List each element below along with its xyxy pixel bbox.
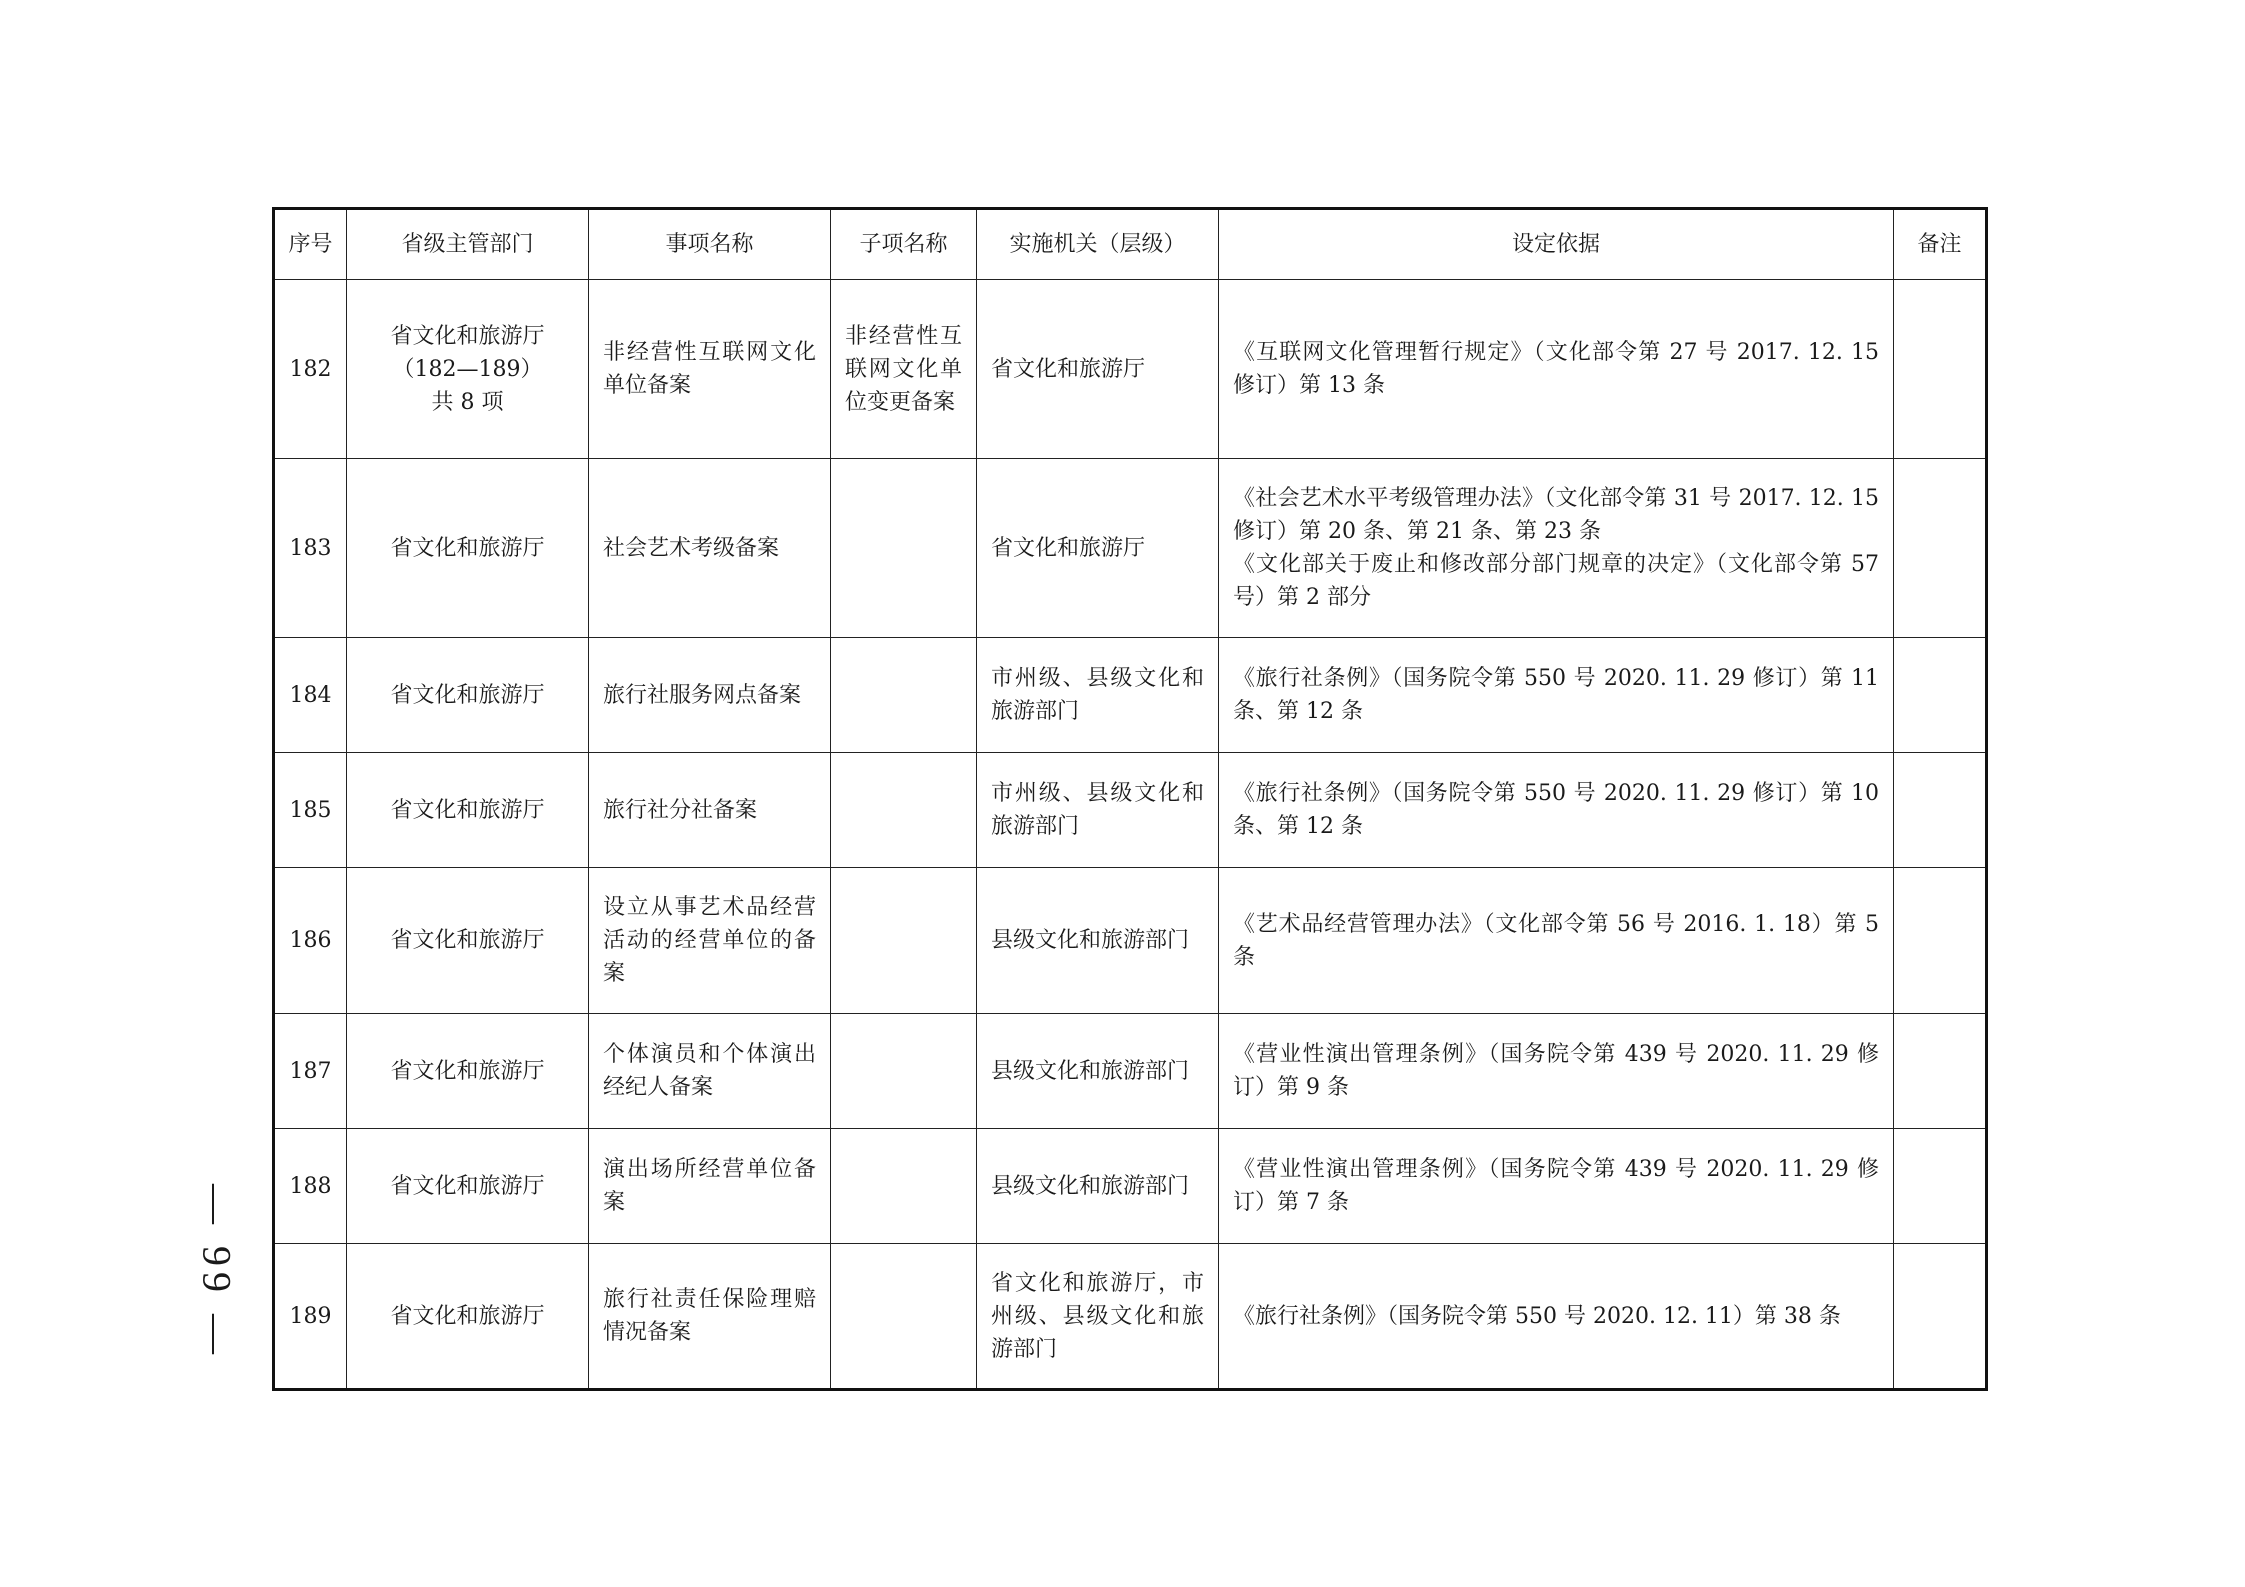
item-name: 个体演员和个体演出经纪人备案 [589, 1014, 831, 1129]
items-table [272, 207, 1988, 1391]
basis-line: 《旅行社条例》（国务院令第 550 号 2020. 11. 29 修订）第 11 条、第 12 条 [1233, 666, 1879, 724]
item-name: 旅行社分社备案 [589, 753, 831, 868]
header-cell: 实施机关（层级） [977, 209, 1219, 280]
agency-cell: 省文化和旅游厅，市州级、县级文化和旅游部门 [977, 1244, 1219, 1390]
dept-name: 省文化和旅游厅 [390, 1058, 545, 1084]
remark-cell [1894, 459, 1987, 638]
table-row [274, 280, 1987, 459]
dept-cell [347, 1014, 589, 1129]
row-number: 189 [274, 1244, 347, 1390]
dept-cell [347, 1244, 589, 1390]
basis-cell [1219, 280, 1894, 459]
dept-cell [347, 868, 589, 1014]
basis-line: 《营业性演出管理条例》（国务院令第 439 号 2020. 11. 29 修订）第 7 条 [1233, 1157, 1879, 1215]
dept-name: 省文化和旅游厅 [390, 928, 545, 953]
dept-cell [347, 638, 589, 753]
remark-cell [1894, 638, 1987, 753]
subitem-name [831, 459, 977, 638]
dept-name: 省文化和旅游厅 [390, 323, 545, 349]
table-row [274, 1244, 1987, 1390]
dept-name: 省文化和旅游厅 [390, 797, 545, 823]
row-number: 182 [274, 280, 347, 459]
row-number: 188 [274, 1129, 347, 1244]
dept-cell [347, 753, 589, 868]
table-header-row [274, 209, 1987, 280]
dept-name: 省文化和旅游厅 [390, 1303, 545, 1329]
basis-line: 《旅行社条例》（国务院令第 550 号 2020. 12. 11）第 38 条 [1233, 1303, 1841, 1329]
basis-cell [1219, 1129, 1894, 1244]
agency-cell: 市州级、县级文化和旅游部门 [977, 638, 1219, 753]
remark-cell [1894, 1129, 1987, 1244]
agency-cell: 市州级、县级文化和旅游部门 [977, 753, 1219, 868]
row-number: 183 [274, 459, 347, 638]
page-number: — 99 — [194, 1184, 240, 1360]
basis-cell [1219, 1014, 1894, 1129]
remark-cell [1894, 1244, 1987, 1390]
item-name: 社会艺术考级备案 [589, 459, 831, 638]
row-number: 185 [274, 753, 347, 868]
header-cell: 设定依据 [1219, 209, 1894, 280]
header-cell: 事项名称 [589, 209, 831, 280]
item-name: 非经营性互联网文化单位备案 [589, 280, 831, 459]
subitem-name [831, 638, 977, 753]
basis-cell [1219, 1244, 1894, 1390]
table-row [274, 753, 1987, 868]
table-row [274, 1129, 1987, 1244]
item-name: 设立从事艺术品经营活动的经营单位的备案 [589, 868, 831, 1014]
dept-range: （182—189） [392, 356, 543, 382]
basis-cell [1219, 638, 1894, 753]
subitem-name [831, 1014, 977, 1129]
agency-cell: 县级文化和旅游部门 [977, 1014, 1219, 1129]
header-cell: 省级主管部门 [347, 209, 589, 280]
row-number: 187 [274, 1014, 347, 1129]
row-number: 184 [274, 638, 347, 753]
basis-line: 《营业性演出管理条例》（国务院令第 439 号 2020. 11. 29 修订）第 9 条 [1233, 1042, 1879, 1100]
dept-name: 省文化和旅游厅 [390, 682, 545, 708]
basis-line: 《艺术品经营管理办法》（文化部令第 56 号 2016. 1. 18）第 5 条 [1233, 911, 1879, 970]
dept-cell [347, 1129, 589, 1244]
basis-line: 《互联网文化管理暂行规定》（文化部令第 27 号 2017. 12. 15 修订）第 13 条 [1233, 340, 1879, 398]
agency-cell: 县级文化和旅游部门 [977, 868, 1219, 1014]
remark-cell [1894, 280, 1987, 459]
subitem-name [831, 753, 977, 868]
subitem-name [831, 1129, 977, 1244]
basis-line: 《旅行社条例》（国务院令第 550 号 2020. 11. 29 修订）第 10 条、第 12 条 [1233, 781, 1879, 839]
header-cell: 备注 [1894, 209, 1987, 280]
dept-cell [347, 280, 589, 459]
item-name: 演出场所经营单位备案 [589, 1129, 831, 1244]
subitem-name [831, 1244, 977, 1390]
subitem-name [831, 868, 977, 1014]
remark-cell [1894, 868, 1987, 1014]
table-row [274, 1014, 1987, 1129]
item-name: 旅行社责任保险理赔情况备案 [589, 1244, 831, 1390]
dept-cell [347, 459, 589, 638]
basis-cell [1219, 753, 1894, 868]
table-row [274, 459, 1987, 638]
row-number: 186 [274, 868, 347, 1014]
basis-cell [1219, 868, 1894, 1014]
item-name: 旅行社服务网点备案 [589, 638, 831, 753]
header-cell: 序号 [274, 209, 347, 280]
dept-count: 共 8 项 [431, 389, 504, 415]
remark-cell [1894, 1014, 1987, 1129]
basis-line: 《文化部关于废止和修改部分部门规章的决定》（文化部令第 57 号）第 2 部分 [1233, 552, 1879, 610]
basis-line: 《社会艺术水平考级管理办法》（文化部令第 31 号 2017. 12. 15 修订）第 20 条、第 21 条、第 23 条 [1233, 486, 1879, 544]
table-row [274, 638, 1987, 753]
table-row [274, 868, 1987, 1014]
agency-cell: 县级文化和旅游部门 [977, 1129, 1219, 1244]
agency-cell: 省文化和旅游厅 [977, 280, 1219, 459]
subitem-name: 非经营性互联网文化单位变更备案 [831, 280, 977, 459]
agency-cell: 省文化和旅游厅 [977, 459, 1219, 638]
basis-cell [1219, 459, 1894, 638]
dept-name: 省文化和旅游厅 [390, 1173, 545, 1199]
header-cell: 子项名称 [831, 209, 977, 280]
dept-name: 省文化和旅游厅 [390, 535, 545, 561]
remark-cell [1894, 753, 1987, 868]
